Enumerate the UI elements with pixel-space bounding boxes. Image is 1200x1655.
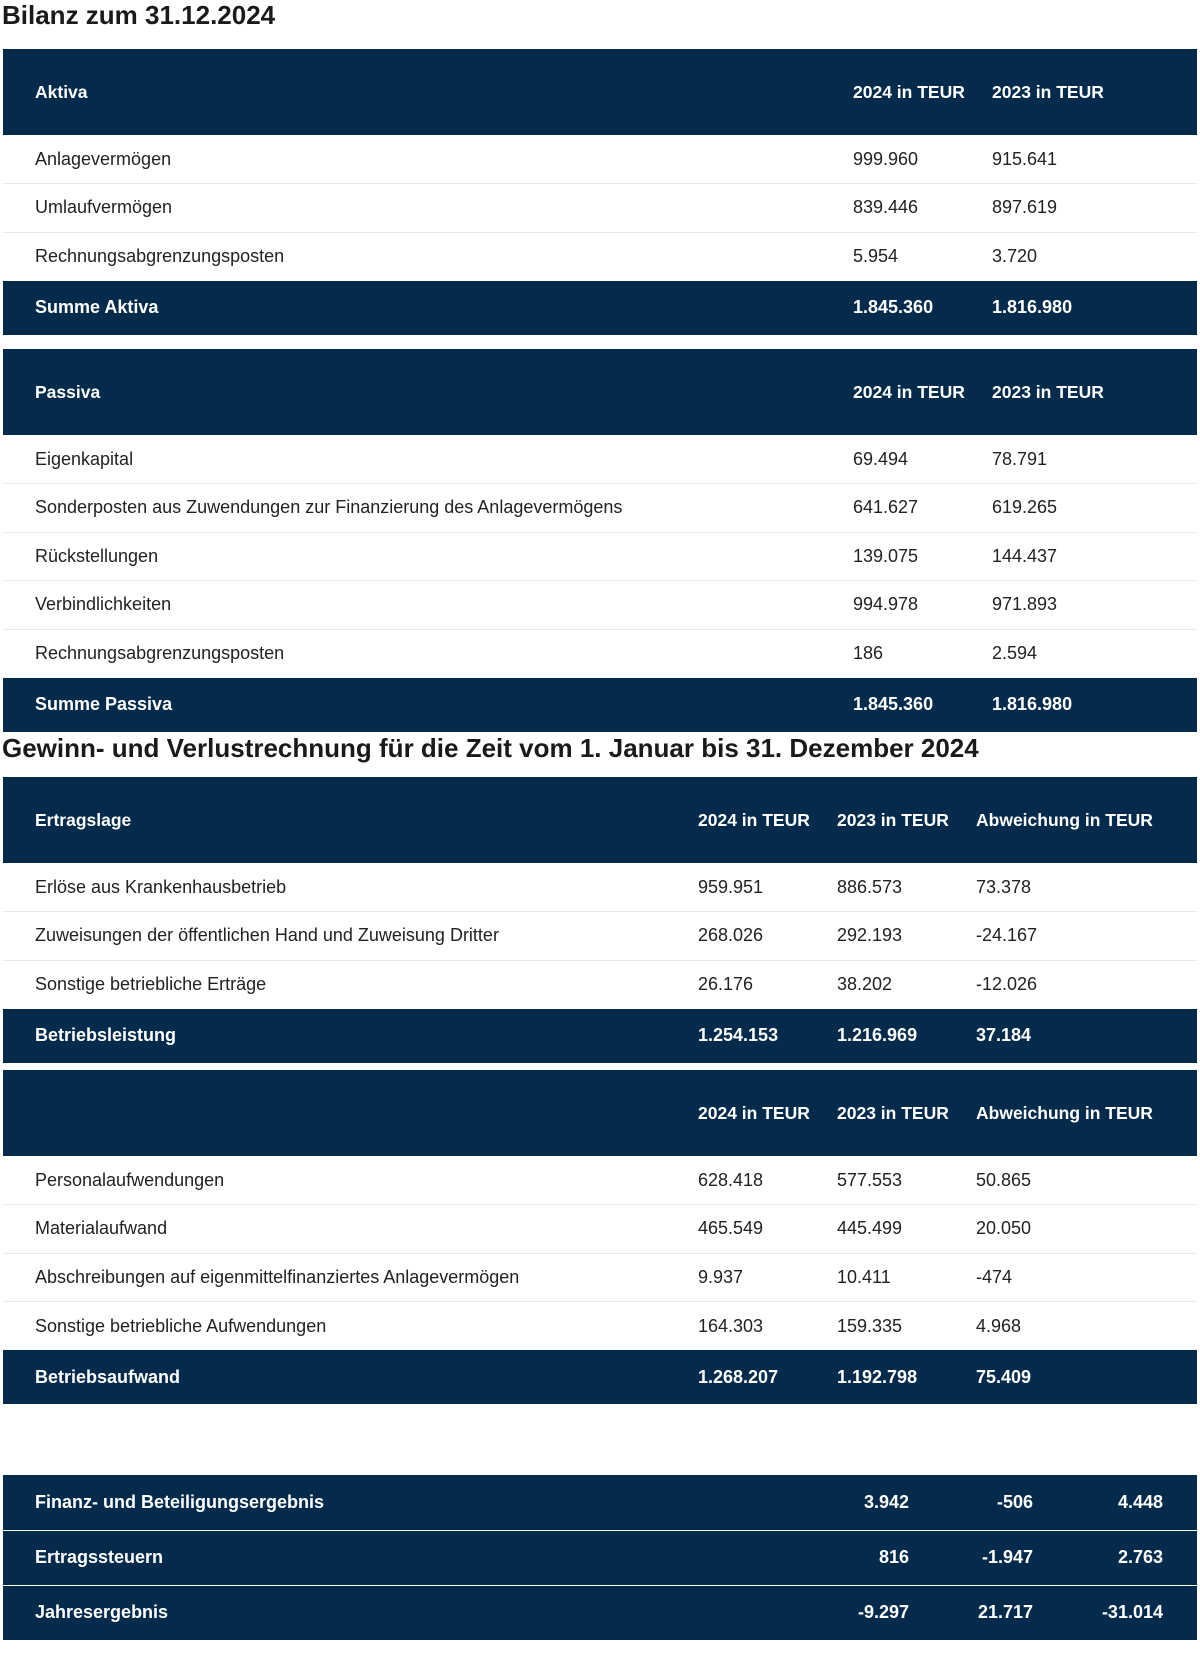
row-label: Sonstige betriebliche Aufwendungen [3, 1302, 698, 1351]
result-value-2023: -506 [996, 1491, 1033, 1512]
row-value-2023: 619.265 [992, 484, 1197, 533]
balance-sheet-title: Bilanz zum 31.12.2024 [2, 0, 276, 30]
row-value-diff: -474 [976, 1253, 1197, 1302]
row-value-2023: 897.619 [992, 184, 1197, 233]
result-row [3, 1475, 1197, 1530]
total-value-2024: 1.845.360 [853, 694, 934, 714]
aufwand-header-2023: 2023 in TEUR [837, 1103, 949, 1123]
row-value-2024: 186 [853, 629, 992, 678]
row-value-2024: 26.176 [698, 960, 837, 1009]
total-value-2023: 1.216.969 [837, 1025, 918, 1045]
total-value-diff: 75.409 [976, 1366, 1032, 1387]
result-value-2024: 3.942 [863, 1491, 909, 1512]
aufwand-header-row [3, 1070, 1197, 1156]
row-label: Eigenkapital [35, 448, 134, 469]
row-value-diff: 20.050 [976, 1205, 1197, 1254]
result-label: Ertragssteuern [3, 1530, 763, 1585]
row-label: Abschreibungen auf eigenmittelfinanziertes Anlagevermögen [3, 1253, 698, 1302]
table-row [3, 960, 1197, 1009]
total-value-2023: 1.816.980 [992, 694, 1073, 714]
passiva-table [3, 349, 1197, 732]
aktiva-header-2023: 2023 in TEUR [992, 82, 1104, 102]
row-value-2023: 971.893 [992, 581, 1197, 630]
betriebsaufwand-total-row [3, 1350, 1197, 1404]
result-row [3, 1530, 1197, 1585]
row-value-2024: 9.937 [698, 1253, 837, 1302]
row-label: Rechnungsabgrenzungsposten [3, 629, 853, 678]
table-row [3, 1205, 1197, 1254]
table-row [3, 184, 1197, 233]
row-label: Verbindlichkeiten [3, 581, 853, 630]
aktiva-table [3, 49, 1197, 335]
row-label: Zuweisungen der öffentlichen Hand und Zuweisung Dritter [3, 912, 698, 961]
aufwand-header-diff: Abweichung in TEUR [976, 1103, 1153, 1123]
aktiva-total-row [3, 281, 1197, 335]
table-row [3, 532, 1197, 581]
row-value-diff: 50.865 [976, 1169, 1032, 1190]
total-label: Summe Passiva [35, 694, 173, 714]
row-value-2024: 268.026 [698, 912, 837, 961]
table-row [3, 863, 1197, 912]
table-row [3, 1302, 1197, 1351]
result-label: Finanz- und Beteiligungsergebnis [35, 1491, 325, 1512]
row-value-diff: 4.968 [976, 1302, 1197, 1351]
table-row [3, 484, 1197, 533]
row-value-2024: 839.446 [853, 184, 992, 233]
row-value-diff: 73.378 [976, 876, 1032, 897]
aufwand-header-label [3, 1070, 698, 1156]
ertragslage-header-row [3, 777, 1197, 863]
result-value-2023: -1.947 [909, 1530, 1033, 1585]
aufwand-table [3, 1070, 1197, 1404]
passiva-header-2023: 2023 in TEUR [992, 382, 1104, 402]
row-value-2024: 994.978 [853, 581, 992, 630]
row-value-diff: -24.167 [976, 912, 1197, 961]
table-row [3, 232, 1197, 281]
row-label: Sonstige betriebliche Erträge [3, 960, 698, 1009]
ertragslage-header-label: Ertragslage [35, 810, 132, 830]
row-value-2024: 139.075 [853, 532, 992, 581]
result-value-diff: -31.014 [1033, 1585, 1163, 1640]
row-label: Sonderposten aus Zuwendungen zur Finanzierung des Anlagevermögens [3, 484, 853, 533]
total-value-2024: 1.845.360 [853, 297, 934, 317]
result-label: Jahresergebnis [3, 1585, 763, 1640]
aktiva-header-2024: 2024 in TEUR [853, 82, 965, 102]
table-row [3, 581, 1197, 630]
table-row [3, 912, 1197, 961]
row-value-2023: 159.335 [837, 1302, 976, 1351]
passiva-header-2024: 2024 in TEUR [853, 382, 965, 402]
row-value-2023: 577.553 [837, 1169, 903, 1190]
row-value-2023: 38.202 [837, 960, 976, 1009]
aktiva-header-label: Aktiva [35, 82, 88, 102]
row-label: Umlaufvermögen [3, 184, 853, 233]
row-value-2024: 5.954 [853, 232, 992, 281]
passiva-header-row [3, 349, 1197, 435]
row-value-2023: 915.641 [992, 148, 1058, 169]
row-value-2023: 2.594 [992, 629, 1197, 678]
row-value-2023: 144.437 [992, 532, 1197, 581]
row-value-2024: 628.418 [698, 1169, 764, 1190]
passiva-total-row [3, 678, 1197, 732]
total-value-2023: 1.192.798 [837, 1366, 918, 1387]
aufwand-header-2024: 2024 in TEUR [698, 1103, 810, 1123]
total-value-2024: 1.268.207 [698, 1366, 779, 1387]
result-value-2024: -9.297 [763, 1585, 909, 1640]
result-value-diff: 2.763 [1033, 1530, 1163, 1585]
result-value-2023: 21.717 [909, 1585, 1033, 1640]
row-label: Personalaufwendungen [35, 1169, 225, 1190]
total-value-2024: 1.254.153 [698, 1025, 779, 1045]
row-label: Anlagevermögen [35, 148, 172, 169]
total-label: Summe Aktiva [35, 297, 159, 317]
ertragslage-header-diff: Abweichung in TEUR [976, 810, 1153, 830]
row-value-2023: 78.791 [992, 448, 1048, 469]
total-label: Betriebsaufwand [35, 1366, 181, 1387]
row-label: Erlöse aus Krankenhausbetrieb [35, 876, 287, 897]
table-row [3, 1253, 1197, 1302]
result-value-2024: 816 [763, 1530, 909, 1585]
table-row [3, 1156, 1197, 1205]
betriebsleistung-total-row [3, 1009, 1197, 1063]
total-value-2023: 1.816.980 [992, 297, 1073, 317]
row-value-diff: -12.026 [976, 960, 1197, 1009]
row-value-2024: 959.951 [698, 876, 764, 897]
table-row [3, 435, 1197, 484]
result-row [3, 1585, 1197, 1640]
ertragslage-table [3, 777, 1197, 1063]
income-statement-title: Gewinn- und Verlustrechnung für die Zeit vom 1. Januar bis 31. Dezember 2024 [2, 733, 979, 763]
passiva-header-label: Passiva [35, 382, 101, 402]
row-value-2023: 3.720 [992, 232, 1197, 281]
row-value-2024: 641.627 [853, 484, 992, 533]
row-spacer [1163, 1475, 1197, 1530]
row-label: Rechnungsabgrenzungsposten [3, 232, 853, 281]
table-row [3, 135, 1197, 184]
aktiva-header-row [3, 49, 1197, 135]
row-value-2024: 465.549 [698, 1205, 837, 1254]
row-label: Materialaufwand [3, 1205, 698, 1254]
row-value-2024: 999.960 [853, 148, 919, 169]
ertragslage-header-2024: 2024 in TEUR [698, 810, 810, 830]
row-value-2023: 292.193 [837, 912, 976, 961]
row-spacer [1163, 1585, 1197, 1640]
result-value-diff: 4.448 [1117, 1491, 1163, 1512]
row-spacer [1163, 1530, 1197, 1585]
row-value-2023: 445.499 [837, 1205, 976, 1254]
results-table [3, 1475, 1197, 1640]
row-value-2023: 10.411 [837, 1253, 976, 1302]
total-value-diff: 37.184 [976, 1025, 1032, 1045]
row-label: Rückstellungen [3, 532, 853, 581]
row-value-2024: 164.303 [698, 1302, 837, 1351]
total-label: Betriebsleistung [35, 1025, 177, 1045]
row-value-2023: 886.573 [837, 876, 903, 897]
row-value-2024: 69.494 [853, 448, 909, 469]
table-row [3, 629, 1197, 678]
ertragslage-header-2023: 2023 in TEUR [837, 810, 949, 830]
